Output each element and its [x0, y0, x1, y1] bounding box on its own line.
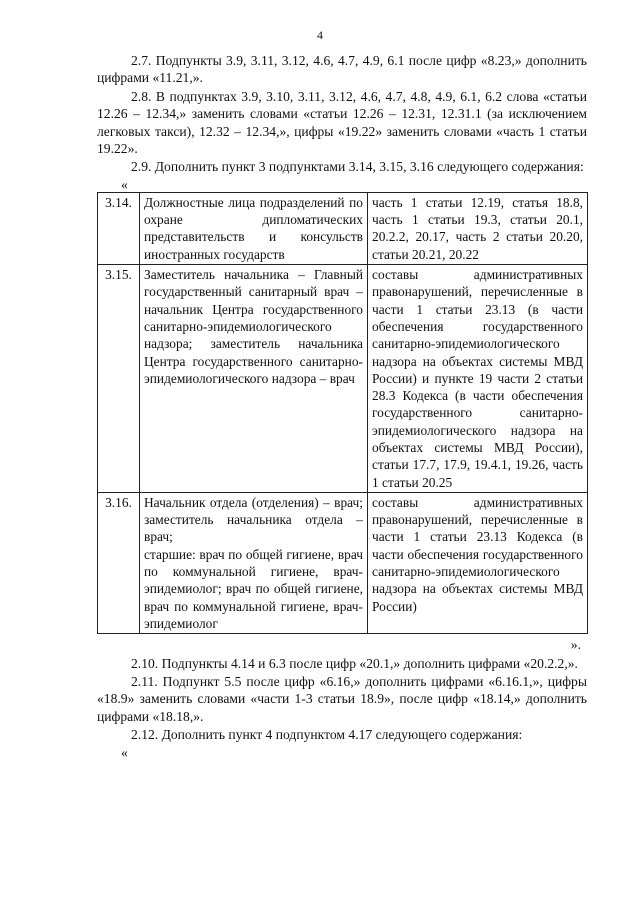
articles-cell: часть 1 статьи 12.19, статья 18.8, часть 1 статьи 19.3, статьи 20.1, 20.2.2, 20.17, часть 2 статьи 20.20, статьи 20.21, 20.22	[368, 192, 588, 264]
closing-quote: ».	[570, 637, 581, 653]
paragraph-2-7: 2.7. Подпункты 3.9, 3.11, 3.12, 4.6, 4.7, 4.9, 6.1 после цифр «8.23,» дополнить цифрами «11.21,».	[97, 53, 587, 86]
paragraph-2-11: 2.11. Подпункт 5.5 после цифр «6.16,» дополнить цифрами «6.16.1,», цифры «18.9» заменить словами «части 1-3 статьи 18.9», после цифр «18.14,» дополнить цифрами «18.18,».	[97, 674, 587, 724]
paragraph-2-8: 2.8. В подпунктах 3.9, 3.10, 3.11, 3.12, 4.6, 4.7, 4.8, 4.9, 6.1, 6.2 слова «статьи 12.26 – 12.34,» заменить словами «статьи 12.26 – 12.31, 12.31.1 (за исключением легковых такси), 12.32 – 12.34,», цифры «19.22» заменить словами «часть 1 статьи 19.22».	[97, 88, 587, 157]
row-number: 3.15.	[98, 265, 140, 493]
document-body	[97, 52, 587, 760]
articles-cell: составы административных правонарушений, перечисленные в части 1 статьи 23.13 Кодекса (в части обеспечения государственного санитарно-эпидемиологического надзора на объектах системы МВД России)	[368, 492, 588, 633]
articles-cell: составы административных правонарушений, перечисленные в части 1 статьи 23.13 (в части обеспечения государственного санитарно-эпидемиологического надзора на объектах системы МВД России) и пункте 19 части 2 статьи 28.3 Кодекса (в части обеспечения государственного санитарно-эпидемиологического надзора на объектах системы МВД России), статьи 17.7, 17.9, 19.4.1, 19.26, часть 1 статьи 20.25	[368, 265, 588, 493]
opening-quote: «	[121, 176, 128, 192]
table-row	[98, 492, 588, 633]
official-cell: Должностные лица подразделений по охране дипломатических представительств и консульств иностранных государств	[140, 192, 368, 264]
official-cell: Начальник отдела (отделения) – врач; заместитель начальника отдела – врач; старшие: врач по общей гигиене, врач по коммунальной гигиене, врач-эпидемиолог; врач по общей гигиене, врач по коммунальной гигиене, врач-эпидемиолог	[140, 492, 368, 633]
table-row	[98, 265, 588, 493]
opening-quote-end: «	[121, 744, 128, 760]
paragraph-2-9: 2.9. Дополнить пункт 3 подпунктами 3.14, 3.15, 3.16 следующего содержания:	[131, 159, 584, 175]
table-row	[98, 192, 588, 264]
row-number: 3.14.	[98, 192, 140, 264]
official-cell: Заместитель начальника – Главный государственный санитарный врач – начальник Центра государственного санитарно-эпидемиологического надзора; заместитель начальника Центра государственного санитарно-эпидемиологического надзора – врач	[140, 265, 368, 493]
row-number: 3.16.	[98, 492, 140, 633]
paragraph-2-10: 2.10. Подпункты 4.14 и 6.3 после цифр «20.1,» дополнить цифрами «20.2.2,».	[131, 655, 578, 671]
amendment-table	[97, 192, 588, 634]
paragraph-2-12: 2.12. Дополнить пункт 4 подпунктом 4.17 следующего содержания:	[131, 727, 523, 743]
page-number: 4	[317, 28, 323, 42]
